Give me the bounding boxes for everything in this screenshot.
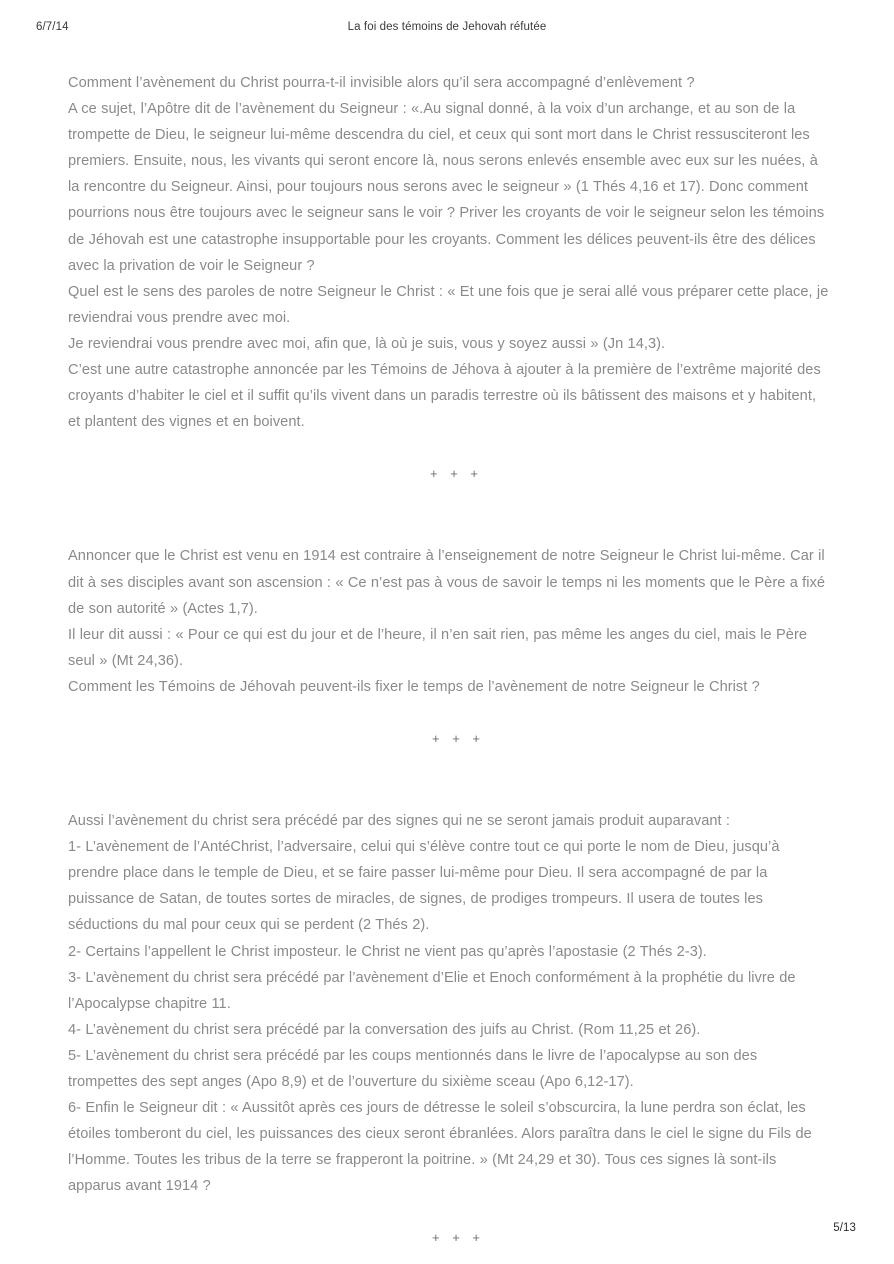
paragraph: Quel est le sens des paroles de notre Seigneur le Christ : « Et une fois que je serai allé vous préparer cette place, je reviendrai vous prendre avec moi. xyxy=(68,283,829,326)
paragraph: Comment l’avènement du Christ pourra-t-il invisible alors qu’il sera accompagné d’enlèvement ? xyxy=(68,75,695,91)
section-separator: + + + xyxy=(432,730,485,746)
text-block-2 xyxy=(68,543,830,700)
paragraph: Comment les Témoins de Jéhovah peuvent-ils fixer le temps de l’avènement de notre Seigneur le Christ ? xyxy=(68,678,760,695)
paragraph: 5- L’avènement du christ sera précédé par les coups mentionnés dans le livre de l’apocalypse au son des trompettes des sept anges (Apo 8,9) et de l’ouverture du sixième sceau (Apo 6,12-17). xyxy=(68,1047,758,1090)
paragraph: A ce sujet, l’Apôtre dit de l’avènement du Seigneur : «.Au signal donné, à la voix d’un archange, et au son de la trompette de Dieu, le seigneur lui-même descendra du ciel, et ceux qui sont mort dans le Christ ressusciteront les premiers. Ensuite, nous, les vivants qui seront encore là, nous serons enlevés ensemble avec eux sur les nuées, à la rencontre du Seigneur. Ainsi, pour toujours nous serons avec le seigneur » (1 Thés 4,16 et 17). Donc comment pourrions nous être toujours avec le seigneur sans le voir ? Priver les croyants de voir le seigneur selon les témoins de Jéhovah est une catastrophe insupportable pour les croyants. Comment les délices peuvent-ils être des délices avec la privation de voir le Seigneur ? xyxy=(68,101,825,274)
paragraph: Aussi l’avènement du christ sera précédé par des signes qui ne se seront jamais produit auparavant : xyxy=(68,813,731,830)
header-date: 6/7/14 xyxy=(36,21,69,33)
section-separator: + + + xyxy=(430,466,483,482)
text-block-1 xyxy=(68,70,830,435)
section-gap xyxy=(68,487,830,543)
page-footer xyxy=(0,1222,894,1238)
header-title: La foi des témoins de Jehovah réfutée xyxy=(347,21,547,33)
paragraph: 1- L’avènement de l’AntéChrist, l’adversaire, celui qui s’élève contre tout ce qui porte le nom de Dieu, jusqu’à prendre place dans le temple de Dieu, et se faire passer lui-même pour Dieu. Il sera accompagné de par la puissance de Satan, de toutes sortes de miracles, de signes, de prodiges trompeurs. Il usera de toutes les séductions du mal pour ceux qui se perdent (2 Thés 2). xyxy=(68,839,780,934)
page-number: 5/13 xyxy=(833,1222,856,1234)
page-header xyxy=(0,21,894,39)
document-body xyxy=(68,70,830,1252)
paragraph: Il leur dit aussi : « Pour ce qui est du jour et de l’heure, il n’en sait rien, pas même les anges du ciel, mais le Père seul » (Mt 24,36). xyxy=(68,626,808,669)
paragraph: Annoncer que le Christ est venu en 1914 est contraire à l’enseignement de notre Seigneur le Christ lui-même. Car il dit à ses disciples avant son ascension : « Ce n’est pas à vous de savoir le temps ni les moments que le Père a fixé de son autorité » (Actes 1,7). xyxy=(68,548,826,617)
text-block-3 xyxy=(68,808,830,1199)
paragraph: C’est une autre catastrophe annoncée par les Témoins de Jéhova à ajouter à la première de l’extrême majorité des croyants d’habiter le ciel et il suffit qu’ils vivent dans un paradis terrestre où ils bâtissent des maisons et y habitent, et plantent des vignes et en boivent. xyxy=(68,362,821,431)
section-separator: + + + xyxy=(432,1230,485,1246)
paragraph: 6- Enfin le Seigneur dit : « Aussitôt après ces jours de détresse le soleil s’obscurcira, la lune perdra son éclat, les étoiles tomberont du ciel, les puissances des cieux seront ébranlées. Alors paraîtra dans le ciel le signe du Fils de l’Homme. Toutes les tribus de la terre se frapperont la poitrine. » (Mt 24,29 et 30). Tous ces signes là sont-ils apparus avant 1914 ? xyxy=(68,1100,812,1195)
paragraph: 2- Certains l’appellent le Christ imposteur. le Christ ne vient pas qu’après l’apostasie (2 Thés 2-3). xyxy=(68,943,707,960)
section-gap xyxy=(68,752,830,808)
paragraph: 4- L’avènement du christ sera précédé par la conversation des juifs au Christ. (Rom 11,25 et 26). xyxy=(68,1021,701,1038)
paragraph: Je reviendrai vous prendre avec moi, afin que, là où je suis, vous y soyez aussi » (Jn 14,3). xyxy=(68,335,666,352)
paragraph: 3- L’avènement du christ sera précédé par l’avènement d’Elie et Enoch conformément à la prophétie du livre de l’Apocalypse chapitre 11. xyxy=(68,969,796,1012)
